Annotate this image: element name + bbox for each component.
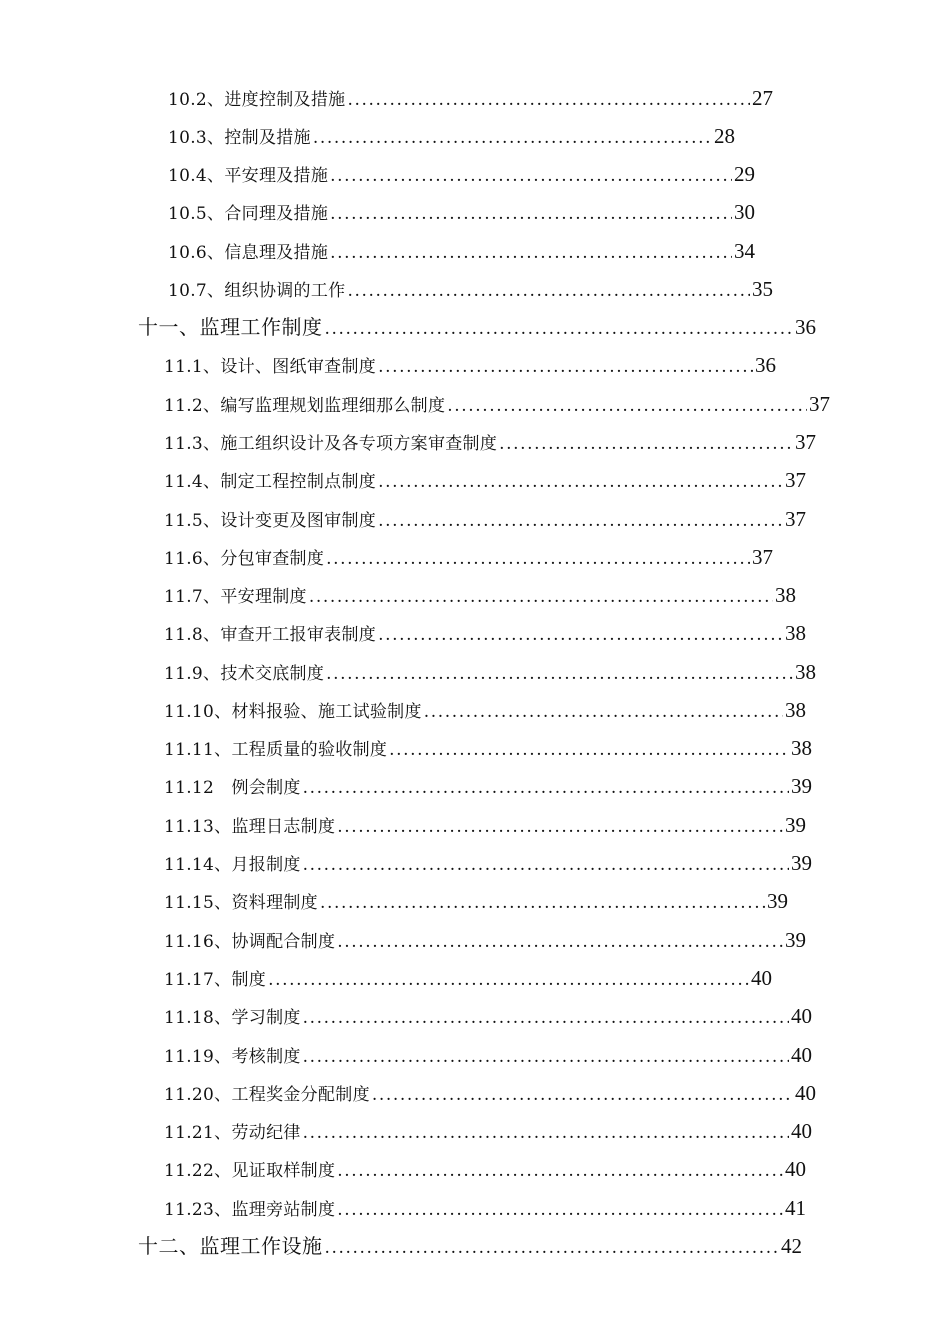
toc-entry-page: 36: [755, 353, 776, 377]
toc-entry-label: 10.4、平安理及措施: [168, 166, 329, 186]
toc-entry-page: 39: [785, 928, 806, 952]
toc-entry-label: 11.20、工程奖金分配制度: [164, 1085, 370, 1105]
toc-entry-label: 10.2、进度控制及措施: [168, 90, 346, 110]
toc-entry-page: 37: [809, 392, 830, 416]
dot-leader: [313, 126, 712, 150]
toc-entry-label: 11.23、监理旁站制度: [164, 1200, 336, 1220]
toc-entry-label: 11.21、劳动纪律: [164, 1123, 301, 1143]
toc-entry[interactable]: [164, 813, 806, 837]
toc-entry-page: 40: [785, 1157, 806, 1181]
toc-entry-page: 30: [734, 200, 755, 224]
toc-entry-label: 10.3、控制及措施: [168, 128, 311, 148]
toc-entry[interactable]: [164, 698, 806, 722]
toc-entry-label: 11.13、监理日志制度: [164, 817, 336, 837]
dot-leader: [424, 700, 783, 724]
toc-entry[interactable]: [164, 736, 812, 760]
toc-entry-page: 38: [785, 698, 806, 722]
dot-leader: [378, 470, 783, 494]
toc-entry-page: 40: [791, 1004, 812, 1028]
toc-entry[interactable]: [164, 430, 816, 454]
toc-entry[interactable]: [164, 1043, 812, 1067]
toc-entry-label: 10.5、合同理及措施: [168, 204, 329, 224]
toc-entry-label: 十一、监理工作制度: [138, 315, 323, 339]
toc-entry-label: 11.16、协调配合制度: [164, 932, 336, 952]
dot-leader: [330, 202, 732, 226]
toc-entry[interactable]: [164, 1081, 816, 1105]
dot-leader: [309, 585, 773, 609]
toc-entry[interactable]: [168, 200, 755, 224]
toc-entry[interactable]: [164, 1119, 812, 1143]
dot-leader: [303, 1121, 789, 1145]
toc-entry-label: 11.7、平安理制度: [164, 587, 307, 607]
toc-chapter-entry[interactable]: [138, 1234, 802, 1258]
toc-entry-page: 40: [791, 1119, 812, 1143]
toc-entry[interactable]: [168, 277, 773, 301]
toc-entry-page: 38: [775, 583, 796, 607]
dot-leader: [268, 968, 749, 992]
dot-leader: [330, 164, 732, 188]
toc-entry-page: 40: [791, 1043, 812, 1067]
dot-leader: [330, 241, 732, 265]
toc-entry-label: 11.10、材料报验、施工试验制度: [164, 702, 422, 722]
toc-entry-label: 11.9、技术交底制度: [164, 664, 325, 684]
toc-entry-label: 11.14、月报制度: [164, 855, 301, 875]
toc-entry[interactable]: [164, 507, 806, 531]
dot-leader: [326, 662, 793, 686]
toc-entry[interactable]: [164, 621, 806, 645]
toc-entry-label: 11.15、资料理制度: [164, 893, 318, 913]
toc-entry-label: 11.6、分包审查制度: [164, 549, 325, 569]
toc-entry[interactable]: [164, 468, 806, 492]
toc-entry-label: 11.22、见证取样制度: [164, 1161, 336, 1181]
toc-entry-page: 39: [785, 813, 806, 837]
toc-entry[interactable]: [164, 583, 796, 607]
toc-entry-page: 39: [791, 851, 812, 875]
toc-entry[interactable]: [168, 124, 735, 148]
toc-chapter-entry[interactable]: [138, 315, 816, 339]
toc-entry-page: 28: [714, 124, 735, 148]
toc-entry-label: 10.7、组织协调的工作: [168, 281, 346, 301]
toc-entry-page: 38: [785, 621, 806, 645]
dot-leader: [337, 930, 783, 954]
toc-entry-page: 37: [785, 507, 806, 531]
toc-entry-label: 11.17、制度: [164, 970, 267, 990]
toc-entry-page: 39: [791, 774, 812, 798]
toc-entry-page: 38: [791, 736, 812, 760]
dot-leader: [337, 1159, 783, 1183]
toc-entry-page: 35: [752, 277, 773, 301]
toc-entry[interactable]: [164, 774, 812, 798]
toc-entry-page: 36: [795, 315, 816, 339]
toc-entry-label: 11.8、审查开工报审表制度: [164, 625, 377, 645]
toc-entry[interactable]: [164, 1196, 806, 1220]
toc-entry-label: 11.3、施工组织设计及各专项方案审查制度: [164, 434, 498, 454]
toc-entry-page: 37: [795, 430, 816, 454]
toc-entry-page: 40: [751, 966, 772, 990]
toc-entry-page: 42: [781, 1234, 802, 1258]
toc-entry-page: 39: [767, 889, 788, 913]
toc-entry[interactable]: [168, 86, 773, 110]
dot-leader: [303, 1045, 789, 1069]
toc-entry-page: 37: [752, 545, 773, 569]
toc-entry[interactable]: [164, 660, 816, 684]
dot-leader: [337, 815, 783, 839]
dot-leader: [303, 1006, 789, 1030]
toc-entry[interactable]: [164, 392, 830, 416]
toc-entry-label: 11.19、考核制度: [164, 1047, 301, 1067]
toc-entry-label: 11.2、编写监理规划监理细那么制度: [164, 396, 446, 416]
toc-entry[interactable]: [164, 928, 806, 952]
toc-entry[interactable]: [168, 239, 755, 263]
toc-entry-label: 11.5、设计变更及图审制度: [164, 511, 377, 531]
dot-leader: [337, 1198, 783, 1222]
dot-leader: [325, 1236, 780, 1260]
toc-entry[interactable]: [164, 353, 776, 377]
toc-entry-label: 11.18、学习制度: [164, 1008, 301, 1028]
toc-entry-page: 34: [734, 239, 755, 263]
toc-entry-label: 11.4、制定工程控制点制度: [164, 472, 377, 492]
dot-leader: [303, 776, 789, 800]
toc-entry-page: 38: [795, 660, 816, 684]
dot-leader: [326, 547, 750, 571]
dot-leader: [347, 279, 750, 303]
dot-leader: [378, 623, 783, 647]
toc-entry-label: 10.6、信息理及措施: [168, 243, 329, 263]
toc-entry-page: 41: [785, 1196, 806, 1220]
toc-entry-label: 11.1、设计、图纸审查制度: [164, 357, 377, 377]
dot-leader: [347, 88, 750, 112]
toc-entry-page: 40: [795, 1081, 816, 1105]
toc-entry[interactable]: [164, 1157, 806, 1181]
dot-leader: [378, 355, 753, 379]
dot-leader: [447, 394, 807, 418]
toc-entry-page: 37: [785, 468, 806, 492]
toc-entry-page: 27: [752, 86, 773, 110]
toc-entry[interactable]: [164, 1004, 812, 1028]
dot-leader: [325, 317, 794, 341]
toc-entry[interactable]: [164, 545, 773, 569]
toc-entry[interactable]: [164, 851, 812, 875]
toc-entry-label: 十二、监理工作设施: [138, 1234, 323, 1258]
dot-leader: [303, 853, 789, 877]
toc-entry-page: 29: [734, 162, 755, 186]
dot-leader: [320, 891, 765, 915]
toc-entry[interactable]: [164, 966, 772, 990]
dot-leader: [499, 432, 793, 456]
dot-leader: [389, 738, 789, 762]
dot-leader: [378, 509, 783, 533]
dot-leader: [372, 1083, 793, 1107]
toc-entry-label: 11.12 例会制度: [164, 778, 301, 798]
toc-entry-label: 11.11、工程质量的验收制度: [164, 740, 388, 760]
toc-entry[interactable]: [168, 162, 755, 186]
toc-entry[interactable]: [164, 889, 788, 913]
